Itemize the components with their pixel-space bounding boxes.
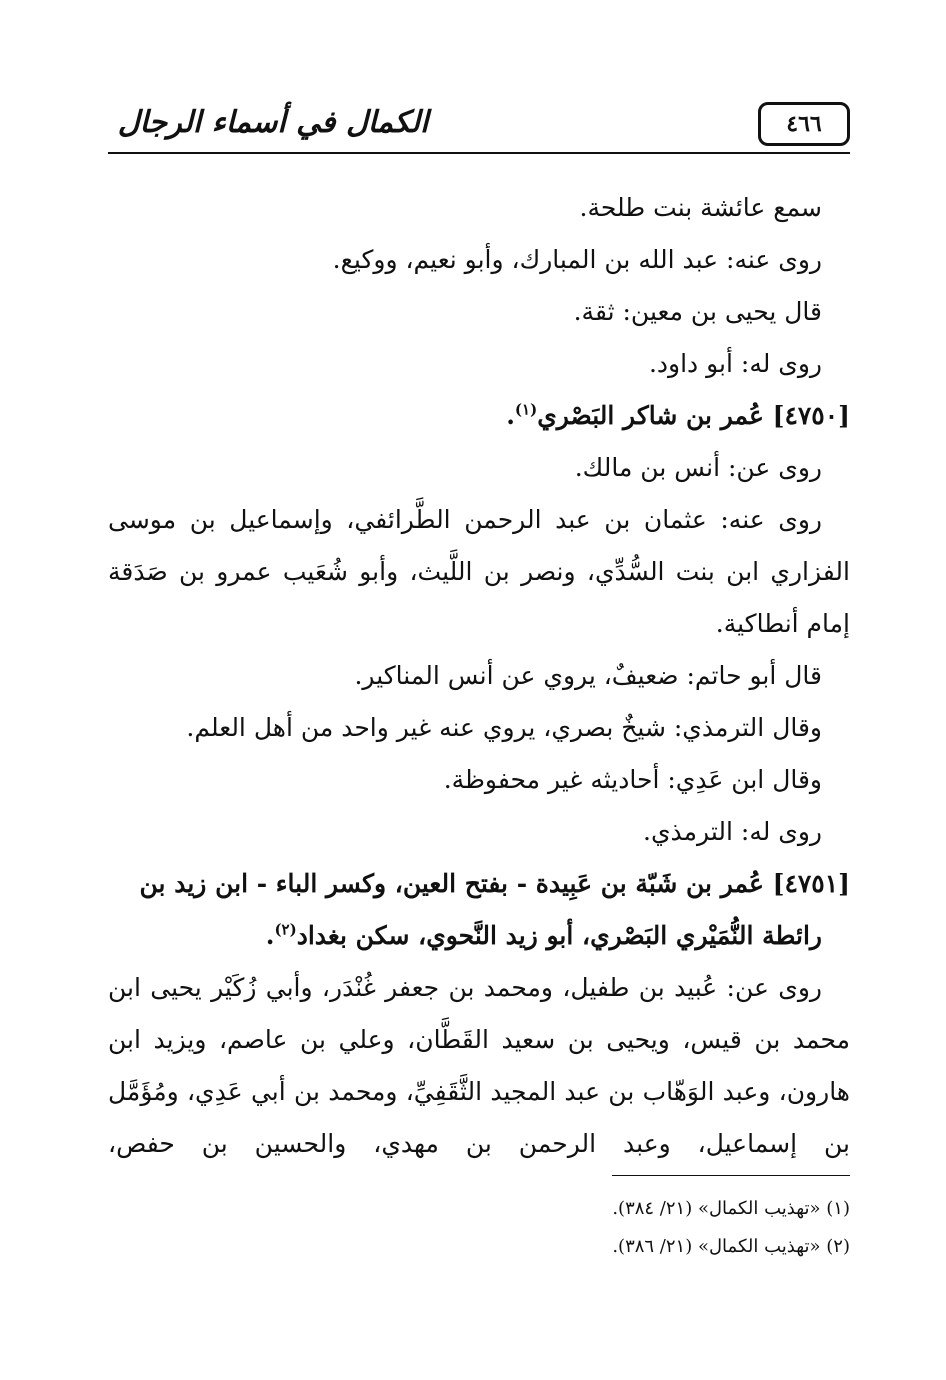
book-title: الكمال في أسماء الرجال: [117, 104, 429, 140]
footnote: (١) «تهذيب الكمال» (٢١/ ٣٨٤).: [612, 1198, 850, 1219]
text-line: قال أبو حاتم: ضعيفٌ، يروي عن أنس المناكير.: [354, 661, 822, 690]
entry-name: عُمر بن شاكر البَصْري: [537, 401, 764, 430]
main-text: [108, 182, 850, 1170]
text-line: وقال ابن عَدِي: أحاديثه غير محفوظة.: [443, 765, 822, 794]
entry-heading-4750: [108, 390, 850, 442]
footnote: (٢) «تهذيب الكمال» (٢١/ ٣٨٦).: [612, 1236, 850, 1257]
footnotes: [108, 1190, 850, 1266]
footnote-ref: (٢): [274, 920, 297, 939]
footnote-rule: [612, 1175, 850, 1176]
text-line: روى له: أبو داود.: [648, 349, 822, 378]
page-number: ٤٦٦: [758, 102, 850, 146]
text-line: وقال الترمذي: شيخٌ بصري، يروي عنه غير واحد من أهل العلم.: [186, 713, 822, 742]
entry-number: [٤٧٥٠]: [772, 401, 850, 430]
text-paragraph: روى عن: عُبيد بن طفيل، ومحمد بن جعفر غُنْدَر، وأبي زُكَيْر يحيى ابن محمد بن قيس، ويحيى بن سعيد القَطَّان، وعلي بن عاصم، ويزيد ابن هارون، وعبد الوَهّاب بن عبد المجيد الثَّقَفِيِّ، ومحمد بن أبي عَدِي، ومُؤَمَّل بن إسماعيل، وعبد الرحمن بن مهدي، والحسين بن حفص،: [108, 973, 850, 1158]
page-header: [108, 96, 850, 156]
text-paragraph: روى عنه: عثمان بن عبد الرحمن الطَّرائفي، وإسماعيل بن موسى الفزاري ابن بنت السُّدِّي، ونصر بن اللَّيث، وأبو شُعَيب عمرو بن صَدَقة إمام أنطاكية.: [108, 505, 850, 638]
entry-heading-4751: [108, 858, 850, 962]
entry-end: .: [265, 921, 275, 950]
text-line: سمع عائشة بنت طلحة.: [579, 193, 822, 222]
entry-name: عُمر بن شَبّة بن عَبِيدة - بفتح العين، وكسر الباء - ابن زيد بن: [139, 869, 764, 898]
text-line: روى عن: أنس بن مالك.: [574, 453, 822, 482]
text-line: روى له: الترمذي.: [643, 817, 822, 846]
entry-number: [٤٧٥١]: [772, 869, 850, 898]
entry-end: .: [506, 401, 515, 430]
text-line: قال يحيى بن معين: ثقة.: [573, 297, 822, 326]
text-line: روى عنه: عبد الله بن المبارك، وأبو نعيم، ووكيع.: [332, 245, 822, 274]
header-rule: [108, 152, 850, 154]
entry-name-cont: رائطة النُّمَيْري البَصْري، أبو زيد النَّحوي، سكن بغداد: [296, 921, 822, 950]
footnote-ref: (١): [514, 400, 538, 419]
